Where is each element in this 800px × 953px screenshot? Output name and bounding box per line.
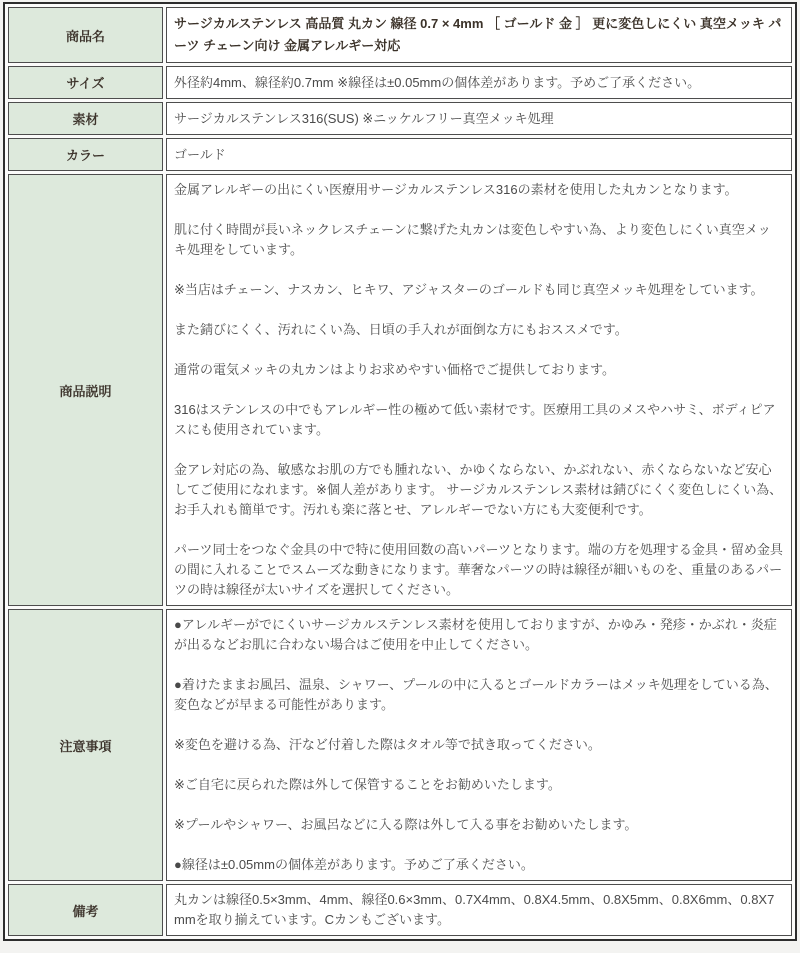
paragraph: ※プールやシャワー、お風呂などに入る際は外して入る事をお勧めいたします。 (174, 817, 638, 832)
row-value (166, 884, 792, 936)
row-label: 商品説明 (8, 174, 163, 606)
row-label: カラー (8, 138, 163, 171)
paragraph: 通常の電気メッキの丸カンはよりお求めやすい価格でご提供しております。 (174, 362, 615, 377)
paragraph: ●着けたままお風呂、温泉、シャワー、プールの中に入るとゴールドカラーはメッキ処理をしている為、変色などが早まる可能性があります。 (174, 677, 778, 712)
paragraph: ●アレルギーがでにくいサージカルステンレス素材を使用しておりますが、かゆみ・発疹・かぶれ・炎症が出るなどお肌に合わない場合はご使用を中止してください。 (174, 617, 777, 652)
row-value (166, 174, 792, 606)
row-label: 備考 (8, 884, 163, 936)
product-spec-table (3, 2, 797, 941)
table-row (8, 66, 792, 99)
table-row (8, 102, 792, 135)
paragraph: 316はステンレスの中でもアレルギー性の極めて低い素材です。医療用工具のメスやハサミ、ボディピアスにも使用されています。 (174, 402, 776, 437)
table-row (8, 7, 792, 63)
paragraph: 丸カンは線径0.5×3mm、4mm、線径0.6×3mm、0.7X4mm、0.8X4.5mm、0.8X5mm、0.8X6mm、0.8X7mmを取り揃えています。Cカンもございます。 (174, 892, 775, 927)
row-value (166, 7, 792, 63)
table-row (8, 884, 792, 936)
paragraph: 肌に付く時間が長いネックレスチェーンに繋げた丸カンは変色しやすい為、より変色しにくい真空メッキ処理をしています。 (174, 222, 771, 257)
paragraph: 金アレ対応の為、敏感なお肌の方でも腫れない、かゆくならない、かぶれない、赤くならないなど安心してご使用になれます。※個人差があります。 サージカルステンレス素材は錆びにくく変色しにくい為、お手入れも簡単です。汚れも楽に落とせ、アレルギーでない方にも大変便利です。 (174, 462, 783, 517)
row-label: 商品名 (8, 7, 163, 63)
paragraph: ●線径は±0.05mmの個体差があります。予めご了承ください。 (174, 857, 534, 872)
row-value (166, 66, 792, 99)
paragraph: ゴールド (174, 146, 226, 162)
paragraph: 金属アレルギーの出にくい医療用サージカルステンレス316の素材を使用した丸カンとなります。 (174, 182, 738, 197)
table-row (8, 609, 792, 881)
paragraph: サージカルステンレス 高品質 丸カン 線径 0.7 × 4mm ［ ゴールド 金 ］ 更に変色しにくい 真空メッキ パーツ チェーン向け 金属アレルギー対応 (174, 16, 782, 53)
row-label: 素材 (8, 102, 163, 135)
table-body (8, 7, 792, 936)
paragraph: 外径約4mm、線径約0.7mm ※線径は±0.05mmの個体差があります。予めご了承ください。 (174, 74, 701, 90)
table-row (8, 174, 792, 606)
row-label: 注意事項 (8, 609, 163, 881)
table-row (8, 138, 792, 171)
paragraph: パーツ同士をつなぐ金具の中で特に使用回数の高いパーツとなります。端の方を処理する金具・留め金具の間に入れることでスムーズな動きになります。華奢なパーツの時は線径が細いものを、重量のあるパーツの時は線径が太いサイズを選択してください。 (174, 542, 783, 597)
paragraph: ※ご自宅に戻られた際は外して保管することをお勧めいたします。 (174, 777, 561, 792)
paragraph: また錆びにくく、汚れにくい為、日頃の手入れが面倒な方にもおススメです。 (174, 322, 628, 337)
paragraph: ※当店はチェーン、ナスカン、ヒキワ、アジャスターのゴールドも同じ真空メッキ処理をしています。 (174, 282, 764, 297)
row-value (166, 102, 792, 135)
paragraph: サージカルステンレス316(SUS) ※ニッケルフリー真空メッキ処理 (174, 110, 554, 126)
row-value (166, 609, 792, 881)
row-value (166, 138, 792, 171)
row-label: サイズ (8, 66, 163, 99)
paragraph: ※変色を避ける為、汗など付着した際はタオル等で拭き取ってください。 (174, 737, 601, 752)
